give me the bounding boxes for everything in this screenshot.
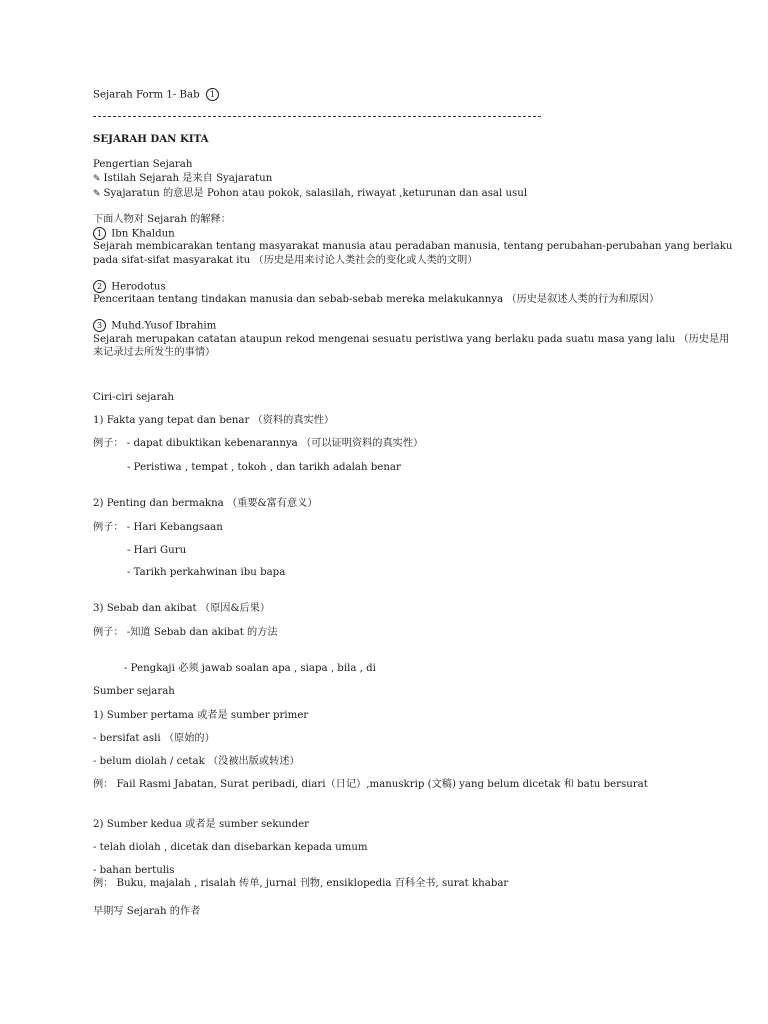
tokoh-1-line-2: pada sifat-sifat masyarakat itu （历史是用来讨论人类社会的变化或人类的文明） <box>93 255 478 266</box>
sumber-1-bullet-1: - bersifat asli （原始的） <box>93 733 215 744</box>
ciri-1-title: 1) Fakta yang tepat dan benar （资料的真实性） <box>93 415 335 426</box>
title-text: Sejarah Form 1- Bab <box>93 89 200 101</box>
section-heading: SEJARAH DAN KITA <box>93 133 209 145</box>
sumber-heading: Sumber sejarah <box>93 686 175 697</box>
tokoh-3-line-2: 来记录过去所发生的事情） <box>93 347 216 358</box>
dashed-divider <box>93 116 541 117</box>
sumber-2-example: 例： Buku, majalah , risalah 传单, jurnal 刊物, ensiklopedia 百科全书, surat khabar <box>93 878 509 889</box>
pengertian-line-2-text: Syajaratun 的意思是 Pohon atau pokok, salasilah, riwayat ,keturunan dan asal usul <box>103 188 528 199</box>
ciri-2-example: 例子： - Hari Kebangsaan <box>93 522 223 533</box>
sumber-1-bullet-2: - belum diolah / cetak （没被出版或转述） <box>93 756 300 767</box>
ciri-3-example: 例子： -知道 Sebab dan akibat 的方法 <box>93 627 278 638</box>
ciri-2-bullet-1: - Hari Guru <box>127 545 187 556</box>
tokoh-2-line-1: Penceritaan tentang tindakan manusia dan sebab-sebab mereka melakukannya （历史是叙述人类的行为和原因） <box>93 294 660 305</box>
pengertian-line-2 <box>93 187 527 201</box>
pencil-icon: ✎ <box>93 189 101 199</box>
ciri-2-title: 2) Penting dan bermakna （重要&富有意义） <box>93 498 318 509</box>
ciri-2-bullet-2: - Tarikh perkahwinan ibu bapa <box>127 567 286 578</box>
pencil-icon: ✎ <box>93 174 101 184</box>
number-badge: 2 <box>93 280 106 293</box>
tokoh-1-name <box>93 227 175 241</box>
ciri-3-bullet-1: - Pengkaji 必须 jawab soalan apa , siapa , bila , di <box>124 663 376 674</box>
pengertian-line-1 <box>93 172 272 186</box>
footer-heading: 早期写 Sejarah 的作者 <box>93 906 201 917</box>
sumber-1-example: 例： Fail Rasmi Jabatan, Surat peribadi, diari（日记）,manuskrip (文稿) yang belum dicetak 和 batu bersurat <box>93 779 648 790</box>
ciri-heading: Ciri-ciri sejarah <box>93 392 174 403</box>
ciri-1-bullet-1: - Peristiwa , tempat , tokoh , dan tarikh adalah benar <box>127 462 401 473</box>
page-title <box>93 88 219 102</box>
sumber-2-title: 2) Sumber kedua 或者是 sumber sekunder <box>93 819 310 830</box>
number-badge: 1 <box>93 227 106 240</box>
ciri-1-example: 例子： - dapat dibuktikan kebenarannya （可以证明资料的真实性） <box>93 438 424 449</box>
tokoh-heading: 下面人物对 Sejarah 的解释： <box>93 214 231 225</box>
tokoh-1-line-1: Sejarah membicarakan tentang masyarakat manusia atau peradaban manusia, tentang perubahan-perubahan yang berlaku <box>93 241 733 252</box>
number-badge: 3 <box>93 319 106 332</box>
pengertian-heading: Pengertian Sejarah <box>93 159 193 170</box>
tokoh-2-name-text: Herodotus <box>111 281 166 293</box>
chapter-number-badge: 1 <box>206 88 219 101</box>
tokoh-2-name <box>93 280 166 294</box>
tokoh-3-line-1: Sejarah merupakan catatan ataupun rekod mengenai sesuatu peristiwa yang berlaku pada suatu masa yang lalu （历史是用 <box>93 334 730 345</box>
tokoh-3-name <box>93 319 216 333</box>
sumber-2-bullet-1: - telah diolah , dicetak dan disebarkan kepada umum <box>93 842 368 853</box>
tokoh-3-name-text: Muhd.Yusof Ibrahim <box>111 320 217 332</box>
sumber-2-bullet-2: - bahan bertulis <box>93 865 175 876</box>
sumber-1-title: 1) Sumber pertama 或者是 sumber primer <box>93 710 309 721</box>
tokoh-1-name-text: Ibn Khaldun <box>111 228 175 240</box>
pengertian-line-1-text: Istilah Sejarah 是来自 Syajaratun <box>103 173 273 184</box>
ciri-3-title: 3) Sebab dan akibat （原因&后果） <box>93 603 271 614</box>
